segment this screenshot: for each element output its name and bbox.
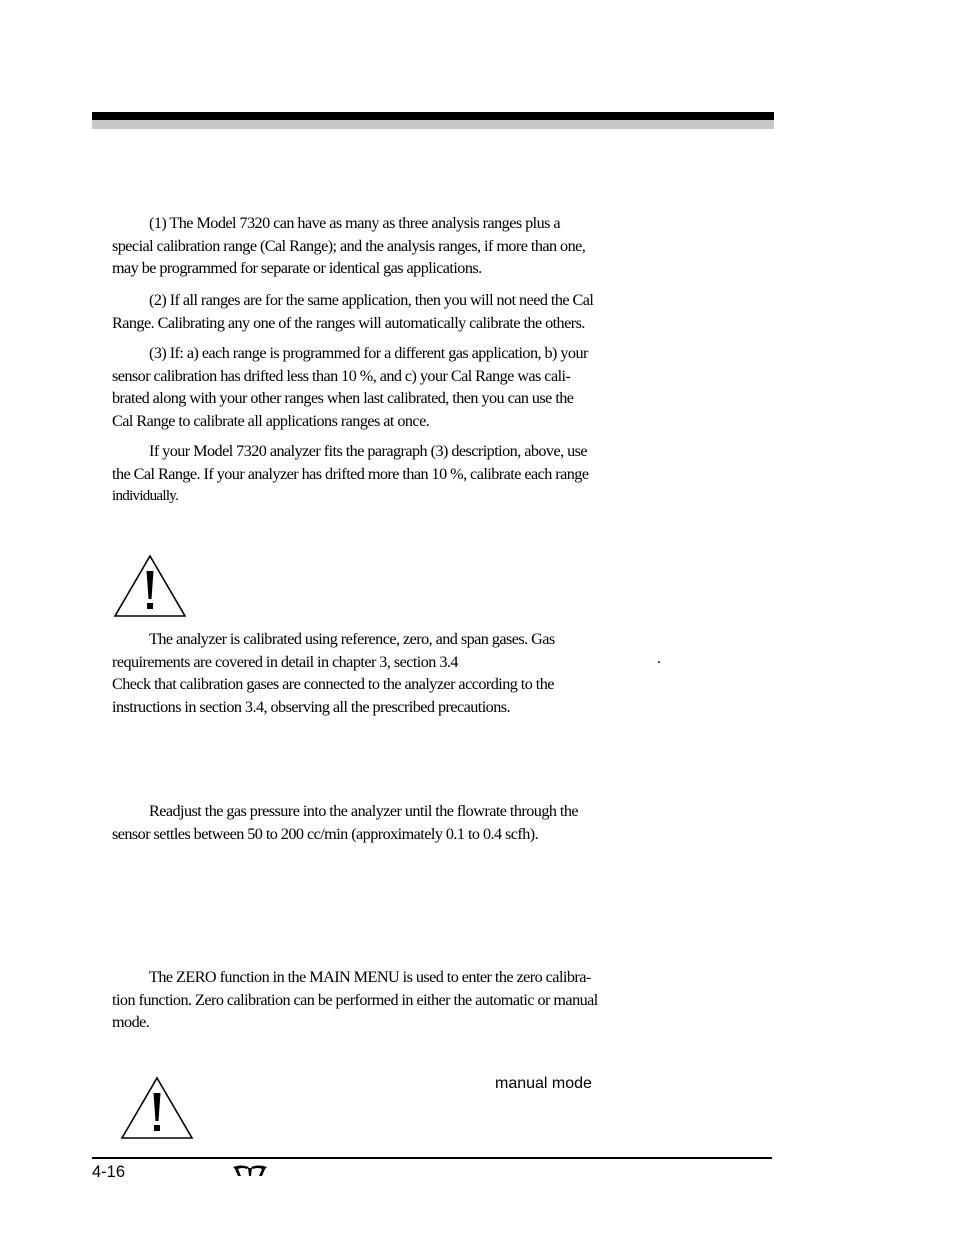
page-number: 4-16 — [92, 1163, 126, 1181]
text-line: (2) If all ranges are for the same application, then you will not need the Cal — [149, 291, 594, 309]
text-line: requirements are covered in detail in chapter 3, section 3.4 — [112, 652, 458, 671]
text-line: The ZERO function in the MAIN MENU is used to enter the zero calibra- — [149, 968, 591, 986]
header-rule — [92, 112, 774, 120]
text-line: Readjust the gas pressure into the analyzer until the flowrate through the — [149, 802, 579, 820]
teledyne-logo-icon — [232, 1164, 268, 1178]
footer-rule — [92, 1157, 772, 1159]
text-line: (3) If: a) each range is programmed for a different gas application, b) your — [149, 344, 588, 362]
paragraph-calibration-gases — [112, 628, 682, 719]
paragraph-conditions — [112, 342, 682, 433]
text-line: Cal Range to calibrate all applications ranges at once. — [112, 412, 430, 431]
text-line: tion function. Zero calibration can be performed in either the automatic or manual — [112, 990, 598, 1009]
paragraph-cal-range — [112, 440, 682, 508]
caution-warning-icon — [120, 1075, 194, 1141]
sentence-period: . — [657, 650, 661, 667]
text-line: The analyzer is calibrated using reference, zero, and span gases. Gas — [149, 630, 555, 648]
note-manual-mode: manual mode — [495, 1075, 592, 1092]
paragraph-flowrate — [112, 800, 682, 845]
header-rule-shadow — [92, 120, 774, 129]
text-line: individually. — [112, 488, 179, 505]
caution-warning-icon — [113, 553, 187, 619]
text-line: (1) The Model 7320 can have as many as three analysis ranges plus a — [149, 214, 561, 232]
text-line: If your Model 7320 analyzer fits the paragraph (3) description, above, use — [149, 442, 588, 460]
text-line: sensor calibration has drifted less than 10 %, and c) your Cal Range was cali- — [112, 366, 571, 385]
text-line: Check that calibration gases are connected to the analyzer according to the — [112, 675, 554, 694]
text-line: special calibration range (Cal Range); and the analysis ranges, if more than one, — [112, 236, 586, 255]
text-line: brated along with your other ranges when last calibrated, then you can use the — [112, 389, 574, 408]
paragraph-ranges — [112, 212, 682, 280]
text-line: mode. — [112, 1013, 150, 1032]
text-line: the Cal Range. If your analyzer has drifted more than 10 %, calibrate each range — [112, 464, 589, 483]
paragraph-same-application — [112, 289, 682, 334]
text-line: Range. Calibrating any one of the ranges will automatically calibrate the others. — [112, 313, 585, 332]
text-line: instructions in section 3.4, observing all the prescribed precautions. — [112, 698, 511, 717]
text-line: sensor settles between 50 to 200 cc/min (approximately 0.1 to 0.4 scfh). — [112, 824, 539, 843]
text-line: may be programmed for separate or identical gas applications. — [112, 259, 482, 278]
paragraph-zero-function — [112, 966, 682, 1034]
